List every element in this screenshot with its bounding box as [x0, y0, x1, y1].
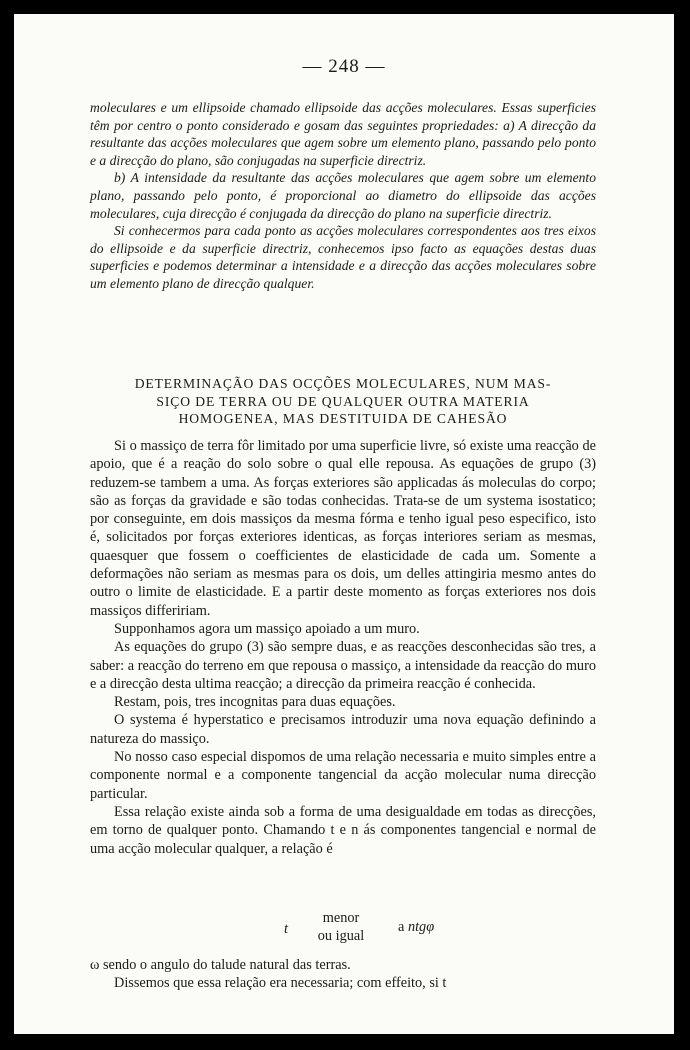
formula-relation-bottom: ou igual — [317, 928, 365, 944]
closing-text — [90, 956, 596, 993]
paragraph: Si o massiço de terra fôr limitado por uma superficie livre, só existe uma reacção de apoio, que é a reação do solo sobre o qual elle repousa. As equações de grupo (3) reduzem-se tambem a uma. As forças exteriores são applicadas ás moleculas do corpo; são as forças da gravidade e são todas conhecidas. Trata-se de um systema isostatico; por conseguinte, em dois massiços da mesma fórma e tenho igual peso especifico, isto é, solicitados por forças exteriores identicas, as forças interiores seriam as mesmas, quaesquer que fossem o coefficientes de elasticidade de cada um. Somente a deformações não seriam as mesmas para os dois, um delles attingiria mesmo antes do outro o limite de elasticidade. E a partir deste momento as forças exteriores nos dois massiços differiriam. — [90, 438, 596, 619]
formula-relation — [306, 909, 376, 945]
paragraph: O systema é hyperstatico e precisamos introduzir uma nova equação definindo a natureza do massiço. — [90, 712, 596, 747]
body-text — [90, 437, 596, 858]
formula-rhs-expr: ntgφ — [407, 919, 435, 935]
italic-section — [90, 99, 596, 293]
paragraph: Dissemos que essa relação era necessaria; com effeito, si t — [114, 975, 447, 992]
document-page — [14, 14, 674, 1034]
formula — [14, 909, 674, 949]
paragraph: As equações do grupo (3) são sempre duas, e as reacções desconhecidas são tres, a saber: a reacção do terreno em que repousa o massiço, a intensidade da reacção do muro e a direcção desta ultima reacção; a direcção da primeira reacção é conhecida. — [90, 639, 596, 692]
paragraph: ω sendo o angulo do talude natural das terras. — [90, 957, 351, 973]
formula-rhs — [398, 919, 434, 936]
formula-relation-top: menor — [322, 910, 360, 926]
paragraph: moleculares e um ellipsoide chamado ellipsoide das acções moleculares. Essas superficies têm por centro o ponto considerado e gosam das seguintes propriedades: a) A direcção da resultante das acções moleculares que agem sobre um elemento plano, passando pelo ponto e a direcção do plano, são conjugadas na superficie directriz. — [90, 100, 596, 168]
formula-rhs-coef: a — [398, 919, 405, 935]
paragraph: Restam, pois, tres incognitas para duas equações. — [114, 694, 396, 711]
paragraph: Supponhamos agora um massiço apoiado a um muro. — [114, 620, 420, 637]
section-title-line: SIÇO DE TERRA OU DE QUALQUER OUTRA MATERIA — [156, 393, 530, 409]
section-title — [90, 375, 596, 428]
section-title-line: DETERMINAÇÃO DAS OCÇÕES MOLECULARES, NUM MAS- — [134, 376, 552, 391]
page-number: — 248 — — [302, 56, 386, 77]
section-title-line: HOMOGENEA, MAS DESTITUIDA DE CAHESÃO — [178, 411, 508, 426]
paragraph: b) A intensidade da resultante das acções moleculares que agem sobre um elemento plano, passando pelo ponto, é proporcional ao diametro do ellipsoide das acções moleculares, cuja direcção é conjugada da direcção do plano na superficie directriz. — [90, 170, 596, 221]
paragraph: No nosso caso especial dispomos de uma relação necessaria e muito simples entre a componente normal e a componente tangencial da acção molecular numa direcção particular. — [90, 749, 596, 802]
formula-lhs: t — [284, 921, 288, 937]
paragraph: Si conhecermos para cada ponto as acções moleculares correspondentes aos tres eixos do ellipsoide e da superficie directriz, conhecemos ipso facto as equações destas duas superficies e podemos determinar a intensidade e a direcção das acções moleculares sobre um elemento plano de direcção qualquer. — [90, 223, 596, 291]
paragraph: Essa relação existe ainda sob a forma de uma desigualdade em todas as direcções, em torno de qualquer ponto. Chamando t e n ás componentes tangencial e normal de uma acção molecular qualquer, a relação é — [90, 803, 596, 857]
